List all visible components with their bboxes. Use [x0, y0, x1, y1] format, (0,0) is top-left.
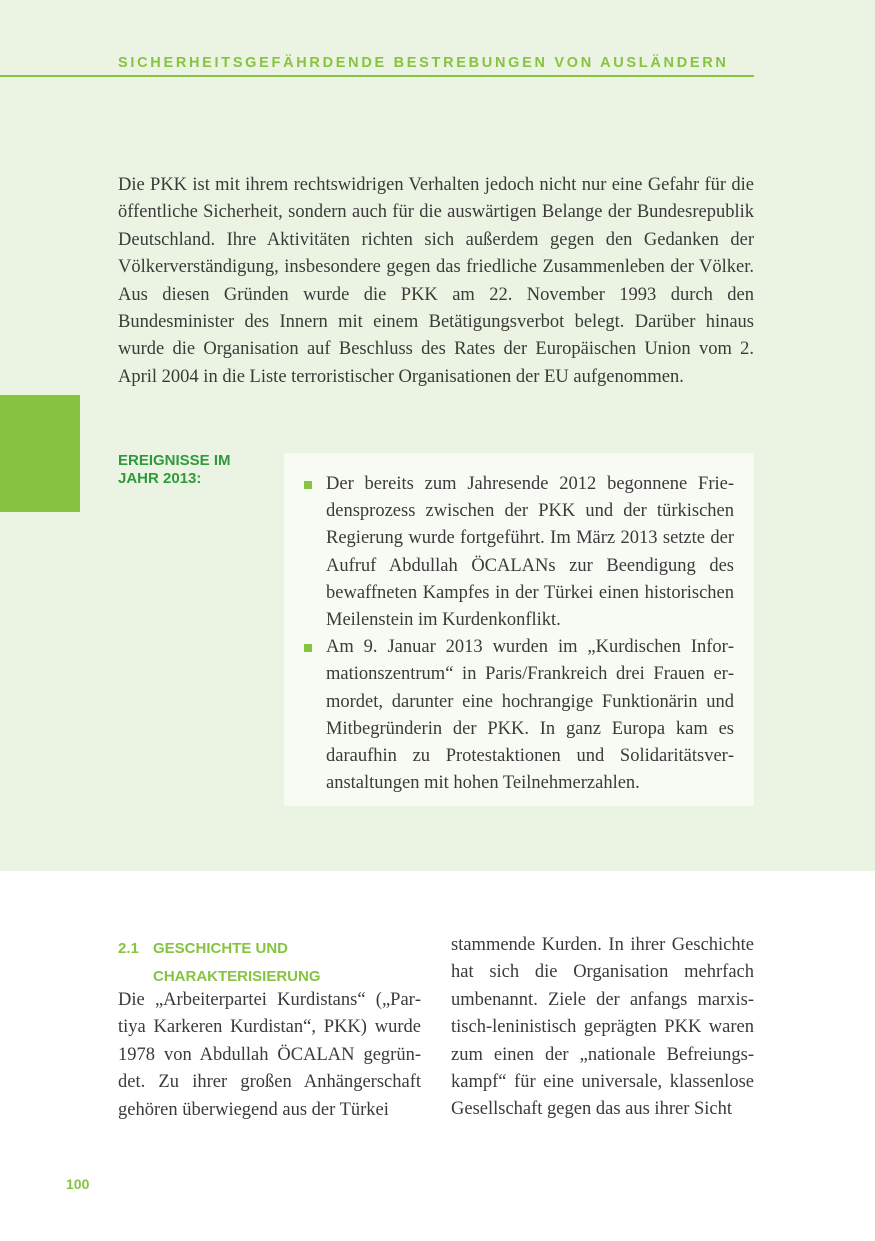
events-sidehead-line2: JAHR 2013: [118, 470, 202, 487]
square-bullet-icon [304, 481, 312, 489]
section-title-line2: CHARAKTERISIERUNG [153, 968, 321, 985]
event-item-text: Am 9. Januar 2013 wurden im „Kurdischen Informationszentrum“ in Paris/Frankreich drei Frauen ermordet, darunter eine hochrangige Funktionärin und Mitbegründerin der PKK. In ganz Europa kam es daraufhin zu Protestaktionen und Solidaritätsveranstaltungen mit hohen Teilnehmerzahlen. [326, 637, 734, 794]
section-number: 2.1 [118, 940, 139, 957]
event-item [304, 634, 734, 797]
event-item-text: Der bereits zum Jahresende 2012 begonnene Friedensprozess zwischen der PKK und der türkischen Regierung wurde fortgeführt. Im März 2013 setzte der Aufruf Abdullah ÖCALANs zur Beendigung des bewaffneten Kampfes in der Türkei einen historischen Meilenstein im Kurdenkonflikt. [326, 474, 734, 631]
running-header-title: SICHERHEITSGEFÄHRDENDE BESTREBUNGEN VON AUSLÄNDERN [118, 55, 729, 71]
events-list [304, 471, 734, 797]
events-sidehead [118, 452, 268, 488]
section-body-left-column: Die „Arbeiterpartei Kurdistans“ („Partiya Karkeren Kurdistan“, PKK) wurde 1978 von Abdullah ÖCALAN gegründet. Zu ihrer großen Anhängerschaft gehören überwiegend aus der Türkei [118, 990, 421, 1120]
intro-paragraph: Die PKK ist mit ihrem rechtswidrigen Verhalten jedoch nicht nur eine Gefahr für die öffentliche Sicherheit, sondern auch für die auswärtigen Belange der Bundesrepublik Deutschland. Ihre Aktivitäten richten sich außerdem gegen den Gedanken der Völkerverständigung, insbesondere gegen das friedliche Zusammenleben der Völker. Aus diesen Gründen wurde die PKK am 22. November 1993 durch den Bundesminister des Innern mit einem Betätigungsverbot belegt. Darüber hinaus wurde die Organisation auf Beschluss des Rates der Europäischen Union vom 2. April 2004 in die Liste terroristischer Organisationen der EU aufgenommen. [118, 175, 754, 387]
section-heading [118, 935, 428, 991]
side-chapter-tab [0, 395, 80, 512]
section-title-line1: GESCHICHTE UND [153, 940, 289, 957]
page-number: 100 [66, 1176, 90, 1192]
section-body-right-column: stammende Kurden. In ihrer Geschichte hat sich die Organisation mehrfach umbenannt. Ziele der anfangs marxistisch-leninistisch geprägten PKK waren zum einen der „nationale Befreiungskampf“ für eine universale, klassenlose Gesellschaft gegen das aus ihrer Sicht [451, 935, 754, 1120]
event-item [304, 471, 734, 634]
events-sidehead-line1: EREIGNISSE IM [118, 452, 231, 469]
header-rule [0, 75, 754, 77]
square-bullet-icon [304, 644, 312, 652]
events-box [284, 453, 754, 806]
